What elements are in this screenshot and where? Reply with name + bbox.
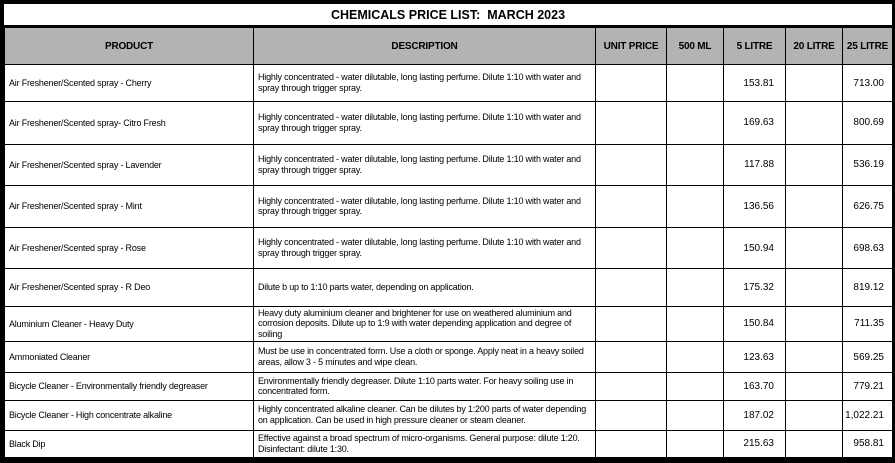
litre-20-cell [786,228,843,269]
description-cell: Effective against a broad spectrum of micro-organisms. General purpose: dilute 1:20. Disinfectant: dilute 1:30. [254,430,596,457]
column-header-product: PRODUCT [5,28,254,65]
ml-500-cell [667,269,724,306]
litre-25-cell: 711.35 [843,306,893,342]
description-cell: Highly concentrated - water dilutable, long lasting perfume. Dilute 1:10 with water and spray through trigger spray. [254,144,596,185]
product-cell: Air Freshener/Scented spray - R Deo [5,269,254,306]
litre-25-cell: 819.12 [843,269,893,306]
unit-price-cell [596,430,667,457]
table-row [5,373,893,400]
description-cell: Highly concentrated - water dilutable, long lasting perfume. Dilute 1:10 with water and spray through trigger spray. [254,228,596,269]
unit-price-cell [596,306,667,342]
litre-5-cell: 123.63 [724,342,786,373]
table-row [5,102,893,144]
product-cell: Aluminium Cleaner - Heavy Duty [5,306,254,342]
ml-500-cell [667,228,724,269]
description-cell: Must be use in concentrated form. Use a cloth or sponge. Apply neat in a heavy soiled areas, allow 3 - 5 minutes and wipe clean. [254,342,596,373]
unit-price-cell [596,102,667,144]
litre-20-cell [786,185,843,227]
table-body [5,65,893,458]
litre-20-cell [786,102,843,144]
product-cell: Bicycle Cleaner - High concentrate alkaline [5,400,254,430]
litre-25-cell: 698.63 [843,228,893,269]
litre-25-cell: 536.19 [843,144,893,185]
unit-price-cell [596,228,667,269]
column-header-description: DESCRIPTION [254,28,596,65]
product-cell: Air Freshener/Scented spray - Cherry [5,65,254,102]
litre-20-cell [786,269,843,306]
table-row [5,269,893,306]
litre-25-cell: 800.69 [843,102,893,144]
litre-25-cell: 779.21 [843,373,893,400]
litre-20-cell [786,65,843,102]
ml-500-cell [667,65,724,102]
product-cell: Ammoniated Cleaner [5,342,254,373]
table-row [5,342,893,373]
description-cell: Heavy duty aluminium cleaner and brightener for use on weathered aluminium and corrosion deposits. Dilute up to 1:9 with water depending application and degree of soiling [254,306,596,342]
ml-500-cell [667,400,724,430]
description-cell: Dilute b up to 1:10 parts water, depending on application. [254,269,596,306]
price-table [4,27,892,458]
product-cell: Black Dip [5,430,254,457]
litre-25-cell: 626.75 [843,185,893,227]
page-title: CHEMICALS PRICE LIST: MARCH 2023 [4,4,892,27]
table-row [5,430,893,457]
litre-20-cell [786,306,843,342]
table-row [5,144,893,185]
litre-5-cell: 150.94 [724,228,786,269]
table-row [5,185,893,227]
column-header-litre-5: 5 LITRE [724,28,786,65]
litre-5-cell: 175.32 [724,269,786,306]
litre-25-cell: 713.00 [843,65,893,102]
header-row [5,28,893,65]
product-cell: Air Freshener/Scented spray - Mint [5,185,254,227]
litre-5-cell: 215.63 [724,430,786,457]
column-header-litre-25: 25 LITRE [843,28,893,65]
litre-20-cell [786,144,843,185]
description-cell: Highly concentrated - water dilutable, long lasting perfume. Dilute 1:10 with water and spray through trigger spray. [254,65,596,102]
unit-price-cell [596,144,667,185]
litre-25-cell: 569.25 [843,342,893,373]
unit-price-cell [596,65,667,102]
litre-5-cell: 169.63 [724,102,786,144]
column-header-ml-500: 500 ML [667,28,724,65]
column-header-litre-20: 20 LITRE [786,28,843,65]
table-row [5,306,893,342]
litre-20-cell [786,373,843,400]
ml-500-cell [667,306,724,342]
unit-price-cell [596,342,667,373]
ml-500-cell [667,430,724,457]
litre-25-cell: 1,022.21 [843,400,893,430]
ml-500-cell [667,185,724,227]
litre-25-cell: 958.81 [843,430,893,457]
litre-5-cell: 153.81 [724,65,786,102]
column-header-unit-price: UNIT PRICE [596,28,667,65]
litre-20-cell [786,342,843,373]
litre-5-cell: 117.88 [724,144,786,185]
description-cell: Highly concentrated - water dilutable, long lasting perfume. Dilute 1:10 with water and spray through trigger spray. [254,102,596,144]
description-cell: Highly concentrated - water dilutable, long lasting perfume. Dilute 1:10 with water and spray through trigger spray. [254,185,596,227]
unit-price-cell [596,269,667,306]
ml-500-cell [667,373,724,400]
description-cell: Environmentally friendly degreaser. Dilute 1:10 parts water. For heavy soiling use in concentrated form. [254,373,596,400]
litre-5-cell: 163.70 [724,373,786,400]
ml-500-cell [667,342,724,373]
product-cell: Air Freshener/Scented spray- Citro Fresh [5,102,254,144]
table-row [5,65,893,102]
product-cell: Bicycle Cleaner - Environmentally friendly degreaser [5,373,254,400]
description-cell: Highly concentrated alkaline cleaner. Can be dilutes by 1:200 parts of water depending on application. Can be used in high pressure cleaner or steam cleaner. [254,400,596,430]
unit-price-cell [596,185,667,227]
unit-price-cell [596,373,667,400]
litre-5-cell: 136.56 [724,185,786,227]
unit-price-cell [596,400,667,430]
product-cell: Air Freshener/Scented spray - Lavender [5,144,254,185]
litre-5-cell: 150.84 [724,306,786,342]
sheet-inner [4,4,892,458]
ml-500-cell [667,102,724,144]
product-cell: Air Freshener/Scented spray - Rose [5,228,254,269]
table-row [5,228,893,269]
litre-20-cell [786,400,843,430]
litre-20-cell [786,430,843,457]
ml-500-cell [667,144,724,185]
table-row [5,400,893,430]
litre-5-cell: 187.02 [724,400,786,430]
